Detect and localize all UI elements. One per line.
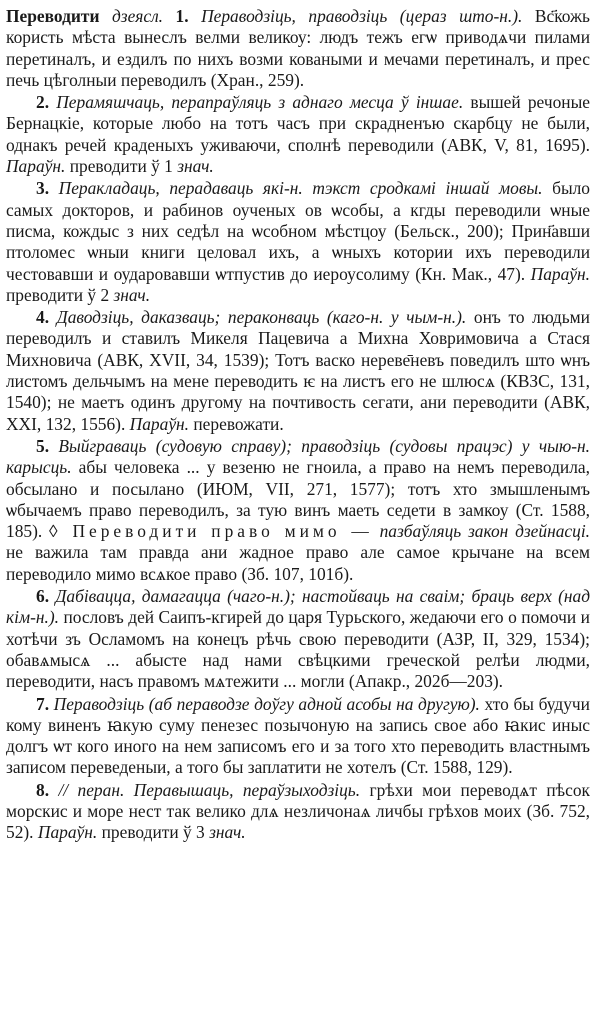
cross-reference-label: Параўн. xyxy=(129,413,190,434)
sense-citation: вышей речоные Бернацкіе, которые любо на тотъ часъ при скрадненъю скарбцу не были, однакъ речей краденыхъ уживаючи, сполнѣ переводили (АВК, V, 81, 1695). xyxy=(6,92,590,155)
sense-citation: грѣхи мои переводѧт пѣсок морскис и море нест так велико длѧ незличонаѧ личбы грѣхов моих (Зб. 752, 52). xyxy=(6,779,590,843)
cross-reference: перевожати. xyxy=(193,413,284,434)
dictionary-entry-sense-7 xyxy=(6,694,590,779)
cross-reference-tail: знач. xyxy=(113,284,151,305)
sense-number: 1. xyxy=(175,6,189,26)
sense-gloss: Выйграваць (судовую справу); праводзіць (судовы працэс) у чыю-н. карысць. xyxy=(6,435,590,478)
sense-number: 3. xyxy=(36,178,50,199)
cross-reference-label: Параўн. xyxy=(37,822,98,843)
sense-gloss: // перан. Перавышаць, пераўзыходзіць. xyxy=(58,779,361,800)
sense-number: 8. xyxy=(36,779,50,800)
sense-citation: хто бы будучи кому виненъ ꙗкую суму пенезес позычоную на запись свое або ꙗкис иныс долгъ ѡт кого иного на нем записомъ его и за того хто переводить властнымъ записом переведеныи, а того бы заплатити не хотелъ (Ст. 1588, 129). xyxy=(6,693,590,778)
cross-reference-label: Параўн. xyxy=(6,156,66,177)
sense-gloss: Перамяшчаць, перапраўляць з аднаго месца ў іншае. xyxy=(56,92,464,113)
dictionary-entry-sense-6 xyxy=(6,586,590,692)
sense-citation: абы человека ... у везеню не гноила, а право на немъ переводила, обсылано и посылано (ИЮМ, VII, 271, 1577); тотъ хто змышленымъ ѡбычаемъ право переводилъ, за тую винъ маеть седети в замкоу (Ст. 1588, 185). xyxy=(6,457,590,542)
sense-gloss: Перакладаць, перадаваць які-н. тэкст сродкамі іншай мовы. xyxy=(58,178,543,199)
sense-citation: онъ то людьми переводилъ и ставилъ Микеля Пацевича а Михна Ховримовича а Стася Михновича (АВК, XVII, 34, 1539); Тотъ васко нереве̄невъ поведилъ што ѡнъ листомъ дельчымъ на мене переводить ѥ на листъ его не шлюсѧ (КВЗС, 131, 1540); не маетъ одинъ другому на почтивость сегати, ани переводити (АВК, XXI, 132, 1556). xyxy=(6,307,590,434)
dictionary-entry-sense-1 xyxy=(6,6,590,91)
cross-reference: преводити ў 1 xyxy=(69,156,173,177)
sense-gloss: Дабівацца, дамагацца (чаго-н.); настойваць на сваім; браць верх (над кім-н.). xyxy=(6,586,591,628)
sense-gloss: Даводзіць, даказваць; пераконваць (каго-н. у чым-н.). xyxy=(56,307,467,328)
sense-citation: было самых докторов, и рабинов оученых ов ѡсобы, а кгды переводили ѡныe писма, кождыс з них седѣл на ѡсобном мѣстцоу (Бельск., 200); Прин҃авши птоломес ѡныи книги целовал ихъ, а ѡныхъ котории ихъ переводили честовавши и оударовавши ѡтпустив до иероусолиму (Кн. Мак., 47). xyxy=(6,178,590,284)
cross-reference-tail: знач. xyxy=(209,822,246,843)
phraseology-citation: не важила там правда ани жадное право але самое крычане на всем переводило мимо всѧкое право (Зб. 107, 101б). xyxy=(6,542,590,584)
sense-gloss: Пераводзіць (аб пераводзе доўгу адной асобы на другую). xyxy=(53,693,480,714)
dictionary-entry-sense-4 xyxy=(6,307,590,435)
cross-reference-tail: знач. xyxy=(177,156,214,177)
sense-number: 7. xyxy=(36,693,50,714)
sense-number: 4. xyxy=(36,307,50,328)
grammar-label: дзеясл. xyxy=(111,6,164,26)
phraseology-marker: ◊ Переводити право мимо — xyxy=(49,521,373,542)
sense-number: 6. xyxy=(36,586,50,607)
headword: Переводити xyxy=(6,6,100,26)
sense-citation: Вс҃кожь користь мѣста вынеслъ велми великоу: людъ тежъ егѡ приводѧчи пилами перетиналъ, и ездилъ по нихъ возми коваными и мечами перетиналъ, и прес печь цѣголныи переводилъ (Хран., 259). xyxy=(6,6,590,90)
dictionary-entry-sense-8 xyxy=(6,780,590,844)
cross-reference-label: Параўн. xyxy=(530,263,590,284)
sense-number: 2. xyxy=(36,92,50,113)
cross-reference: преводити ў 2 xyxy=(6,284,110,305)
dictionary-entry-sense-3 xyxy=(6,178,590,306)
dictionary-entry-sense-2 xyxy=(6,92,590,177)
cross-reference: преводити ў 3 xyxy=(101,822,205,843)
sense-citation: пословъ дей Саипъ-кгирей до царя Турьского, жедаючи его о помочи и хотѣчи зъ Осламомъ на конецъ рѣчь свою переводити (АЗР, II, 329, 1534); обавѧмысѧ ... абысте над нами свѣцкими греческой релѣи людми, переводити, насъ правомъ мѧтежити ... могли (Апакр., 202б—203). xyxy=(6,607,590,692)
sense-number: 5. xyxy=(36,435,50,456)
dictionary-entry-sense-5 xyxy=(6,436,590,585)
phraseology-gloss: пазбаўляць закон дзейнасці. xyxy=(379,521,591,542)
sense-gloss: Пераводзіць, праводзіць (цераз што-н.). xyxy=(201,6,523,26)
